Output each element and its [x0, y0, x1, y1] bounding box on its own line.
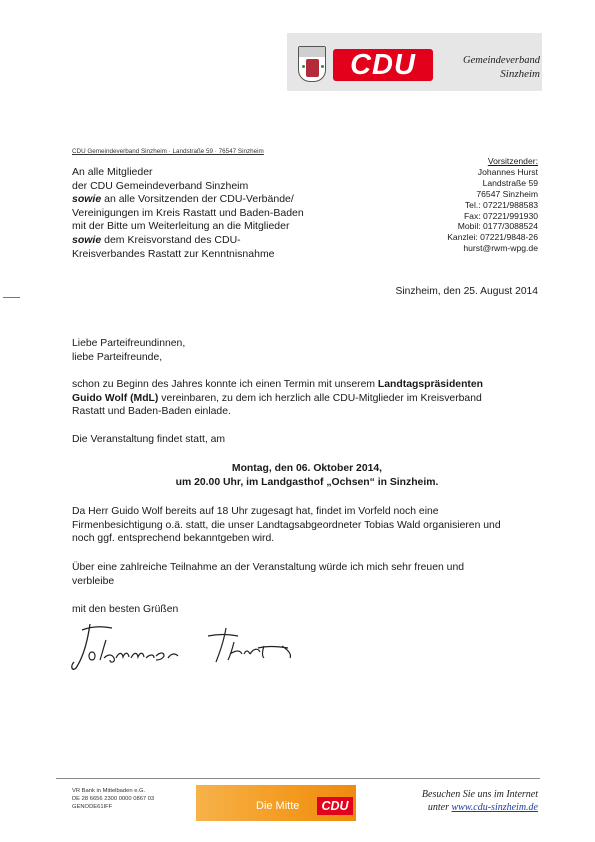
contact-street: Landstraße 59: [482, 177, 538, 188]
emphasis: sowie: [72, 193, 102, 206]
signature-image: [68, 616, 318, 676]
contact-block: [447, 156, 538, 254]
contact-fax: Fax: 07221/991930: [463, 210, 538, 221]
paragraph-1: schon zu Beginn des Jahres konnte ich einen Termin mit unserem Landtagspräsidenten Guido Wolf (MdL) vereinbaren, zu dem ich herzlich alle CDU-Mitglieder im Kreisverband Rastatt und Baden-Baden einlade.: [72, 379, 484, 417]
website-link[interactable]: www.cdu-sinzheim.de: [451, 802, 538, 813]
recipient-line: An alle Mitglieder: [72, 166, 153, 178]
bank-details: VR Bank in Mittelbaden e.G. DE 28 6656 2300 0000 0867 03 GENODE61IFF: [72, 788, 155, 810]
recipient-line: Kreisverbandes Rastatt zur Kenntnisnahme: [72, 247, 275, 260]
contact-heading: Vorsitzender:: [487, 156, 538, 166]
website-note: Besuchen Sie uns im Internet unter www.cdu-sinzheim.de: [421, 789, 538, 813]
recipient-line: mit der Bitte um Weiterleitung an die Mitglieder: [72, 220, 290, 233]
emphasis: sowie: [72, 233, 102, 246]
paragraph-4: Über eine zahlreiche Teilnahme an der Veranstaltung würde ich mich sehr freuen und verbleibe: [72, 562, 464, 587]
event-details: Montag, den 06. Oktober 2014, um 20.00 Uhr, im Landgasthof „Ochsen“ in Sinzheim.: [175, 463, 439, 488]
contact-name: Johannes Hurst: [477, 166, 538, 177]
recipient-line: Vereinigungen im Kreis Rastatt und Baden-Baden: [72, 206, 304, 219]
footer-divider: [56, 778, 540, 779]
recipient-line: sowie dem Kreisvorstand des CDU-: [72, 233, 241, 246]
closing: mit den besten Grüßen: [72, 604, 179, 615]
paragraph-2: Die Veranstaltung findet statt, am: [72, 434, 226, 445]
letter-date: Sinzheim, den 25. August 2014: [395, 286, 538, 297]
contact-mobil: Mobil: 0177/3088524: [457, 221, 538, 232]
contact-kanzlei: Kanzlei: 07221/9848-26: [447, 232, 538, 243]
recipient-line: sowie an alle Vorsitzenden der CDU-Verbände/: [72, 193, 294, 206]
contact-email[interactable]: hurst@rwm-wpg.de: [463, 243, 538, 254]
org-place: Sinzheim: [500, 68, 540, 80]
salutation: Liebe Parteifreundinnen, liebe Parteifreunde,: [72, 338, 186, 363]
cdu-logo: CDU: [333, 49, 433, 81]
contact-tel: Tel.: 07221/988583: [464, 199, 538, 210]
banner-text: Die Mitte: [256, 800, 300, 812]
recipient-line: der CDU Gemeindeverband Sinzheim: [72, 179, 249, 192]
coat-of-arms-icon: [298, 46, 326, 82]
recipient-block: [72, 166, 304, 261]
org-label: Gemeindeverband: [463, 55, 540, 66]
sender-line: CDU Gemeindeverband Sinzheim · Landstraße 59 · 76547 Sinzheim: [72, 148, 264, 155]
contact-city: 76547 Sinzheim: [476, 188, 538, 199]
banner-cdu-logo: CDU: [317, 797, 353, 815]
paragraph-3: Da Herr Guido Wolf bereits auf 18 Uhr zugesagt hat, findet im Vorfeld noch eine Firmenbesichtigung o.ä. statt, die unser Landtagsabgeordneter Tobias Wald organisieren und noch ggf. entsprechend bekanntgeben wird.: [72, 506, 501, 544]
fold-mark: [3, 297, 20, 298]
